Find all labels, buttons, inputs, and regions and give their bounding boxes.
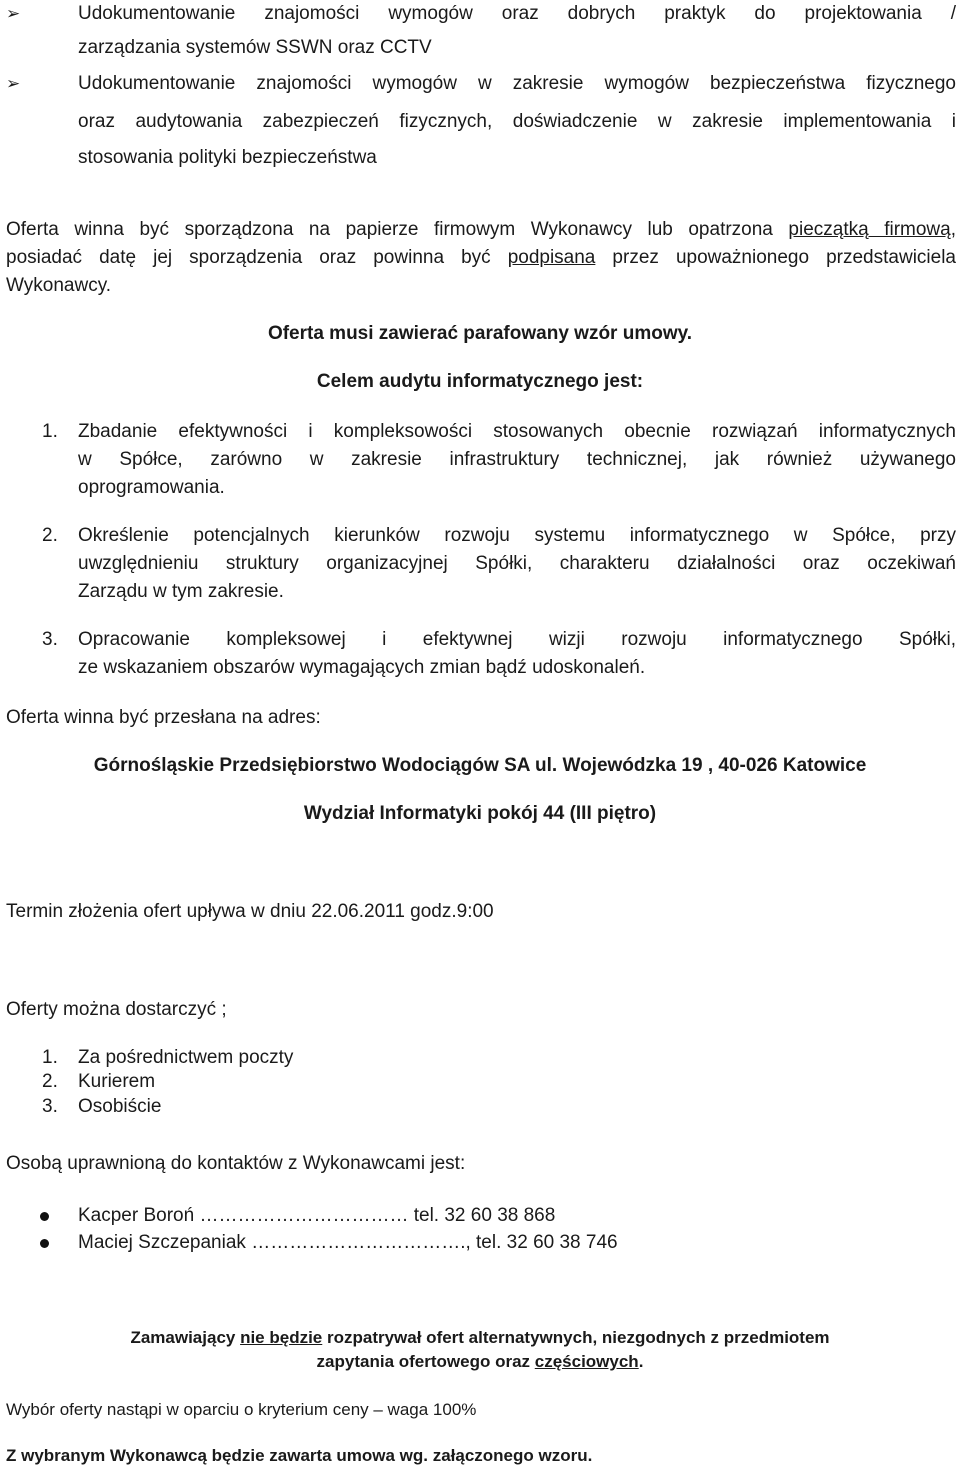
address-line: Górnośląskie Przedsiębiorstwo Wodociągów SA ul. Wojewódzka 19 , 40-026 Katowice [93,755,867,776]
audit-goal-line: uwzględnieniu struktury organizacyjnej Spółki, charakteru działalności oraz oczekiwań [78,553,956,574]
requirement-text-line: stosowania polityki bezpieczeństwa [78,147,377,168]
delivery-intro: Oferty można dostarczyć ; [6,999,227,1020]
delivery-option-number: 1. [42,1047,58,1068]
requirement-text-line: Udokumentowanie znajomości wymogów oraz dobrych praktyk do projektowania / [78,3,956,24]
delivery-option-label: Osobiście [78,1096,162,1117]
contract-notice: Z wybranym Wykonawcą będzie zawarta umowa wg. załączonego wzoru. [6,1446,593,1465]
bullet-dot-icon [40,1212,49,1221]
notice-text: zapytania ofertowego oraz [316,1352,535,1371]
audit-goal-line: oprogramowania. [78,477,225,498]
bullet-dot-icon [40,1239,49,1248]
department-line: Wydział Informatyki pokój 44 (III piętro) [303,803,657,824]
requirement-text-line: oraz audytowania zabezpieczeń fizycznych, doświadczenie w zakresie implementowania i [78,111,956,132]
audit-goal-line: Zarządu w tym zakresie. [78,581,284,602]
audit-goal-line: Zbadanie efektywności i kompleksowości stosowanych obecnie rozwiązań informatycznych [78,421,956,442]
offer-text: przez upoważnionego przedstawiciela [595,247,956,268]
arrow-bullet-icon: ➢ [6,74,21,93]
deadline-text: Termin złożenia ofert upływa w dniu 22.06.2011 godz.9:00 [6,901,494,922]
notice-text: . [638,1352,644,1371]
offer-line: Wykonawcy. [6,275,112,296]
alternative-offers-notice [0,1326,960,1350]
contact-entry: Kacper Boroń …………………………… tel. 32 60 38 868 [78,1205,556,1226]
alternative-offers-notice [0,1350,960,1374]
signature-requirement: podpisana [507,247,596,268]
arrow-bullet-icon: ➢ [6,4,21,23]
audit-goal-line: Określenie potencjalnych kierunków rozwoju systemu informatycznego w Spółce, przy [78,525,956,546]
delivery-option-label: Kurierem [78,1071,156,1092]
audit-goal-line: ze wskazaniem obszarów wymagających zmian bądź udoskonaleń. [78,657,646,678]
notice-emphasis: nie będzie [240,1328,323,1347]
audit-goal-line: Opracowanie kompleksowej i efektywnej wizji rozwoju informatycznego Spółki, [78,629,956,650]
offer-line [6,216,956,244]
notice-text: Zamawiający [130,1328,241,1347]
audit-goal-number: 2. [42,525,58,546]
requirement-text-line: Udokumentowanie znajomości wymogów w zakresie wymogów bezpieczeństwa fizycznego [78,73,956,94]
audit-goal-number: 3. [42,629,58,650]
offer-line [6,244,956,272]
offer-text: , [950,219,956,240]
delivery-option-number: 2. [42,1071,58,1092]
audit-goal-line: w Spółce, zarówno w zakresie infrastruktury technicznej, jak również używanego [78,449,956,470]
delivery-option-label: Za pośrednictwem poczty [78,1047,294,1068]
audit-heading: Celem audytu informatycznego jest: [316,371,644,392]
parafowany-notice: Oferta musi zawierać parafowany wzór umowy. [267,323,693,344]
offer-text: Oferta winna być sporządzona na papierze firmowym Wykonawcy lub opatrzona [6,219,789,240]
offer-text: posiadać datę jej sporządzenia oraz powinna być [6,247,508,268]
selection-criterion: Wybór oferty nastąpi w oparciu o kryterium ceny – waga 100% [6,1400,477,1419]
contact-intro: Osobą uprawnioną do kontaktów z Wykonawcami jest: [6,1153,466,1174]
audit-goal-number: 1. [42,421,58,442]
address-intro: Oferta winna być przesłana na adres: [6,707,321,728]
notice-emphasis: częściowych [534,1352,639,1371]
stamp-requirement: pieczątką firmową [788,219,951,240]
contact-entry: Maciej Szczepaniak ……………………………., tel. 32 60 38 746 [78,1232,618,1253]
requirement-text-line: zarządzania systemów SSWN oraz CCTV [78,37,432,58]
delivery-option-number: 3. [42,1096,58,1117]
notice-text: rozpatrywał ofert alternatywnych, niezgodnych z przedmiotem [322,1328,830,1347]
